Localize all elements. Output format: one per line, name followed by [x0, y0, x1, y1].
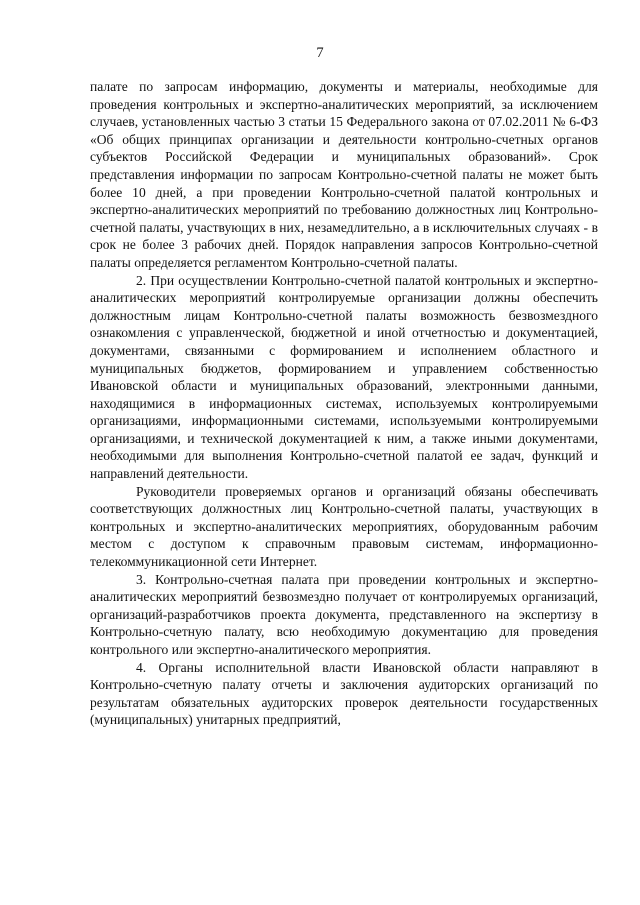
paragraph-item-4: 4. Органы исполнительной власти Ивановской области направляют в Контрольно-счетную палату отчеты и заключения аудиторских организаций по результатам обязательных аудиторских проверок деятельности государственных (муниципальных) унитарных предприятий,	[90, 659, 598, 728]
document-body	[90, 78, 598, 729]
paragraph-managers-obligation: Руководители проверяемых органов и организаций обязаны обеспечивать соответствующих должностных лиц Контрольно-счетной палаты, участвующих в контрольных и экспертно-аналитических мероприятиях, оборудованным рабочим местом с доступом к справочным правовым системам, информационно-телекоммуникационной сети Интернет.	[90, 483, 598, 570]
paragraph-item-2: 2. При осуществлении Контрольно-счетной палатой контрольных и экспертно-аналитических мероприятий контролируемые организации должны обеспечить должностным лицам Контрольно-счетной палаты возможность безвозмездного ознакомления с управленческой, бюджетной и иной отчетностью и документацией, документами, связанными с формированием и исполнением областного и муниципальных бюджетов, формированием и управлением собственностью Ивановской области и муниципальных образований, электронными данными, находящимися в информационных системах, используемых контролируемыми организациями, информационными системами, используемыми контролируемыми организациями, и технической документацией к ним, а также иными документами, необходимыми для выполнения Контрольно-счетной палатой ее задач, функций и направлений деятельности.	[90, 272, 598, 482]
paragraph-continuation: палате по запросам информацию, документы и материалы, необходимые для проведения контрольных и экспертно-аналитических мероприятий, за исключением случаев, установленных частью 3 статьи 15 Федерального закона от 07.02.2011 № 6-ФЗ «Об общих принципах организации и деятельности контрольно-счетных органов субъектов Российской Федерации и муниципальных образований». Срок представления информации по запросам Контрольно-счетной палаты не может быть более 10 дней, а при проведении Контрольно-счетной палатой контрольных и экспертно-аналитических мероприятий по требованию должностных лиц Контрольно-счетной палаты, участвующих в них, незамедлительно, а в исключительных случаях - в срок не более 3 рабочих дней. Порядок направления запросов Контрольно-счетной палаты определяется регламентом Контрольно-счетной палаты.	[90, 79, 598, 270]
page-number: 7	[316, 45, 324, 61]
paragraph-item-3: 3. Контрольно-счетная палата при проведении контрольных и экспертно-аналитических мероприятий безвозмездно получает от контролируемых организаций, организаций-разработчиков проекта документа, представленного на экспертизу в Контрольно-счетную палату, всю необходимую документацию для проведения контрольного или экспертно-аналитического мероприятия.	[90, 571, 598, 657]
